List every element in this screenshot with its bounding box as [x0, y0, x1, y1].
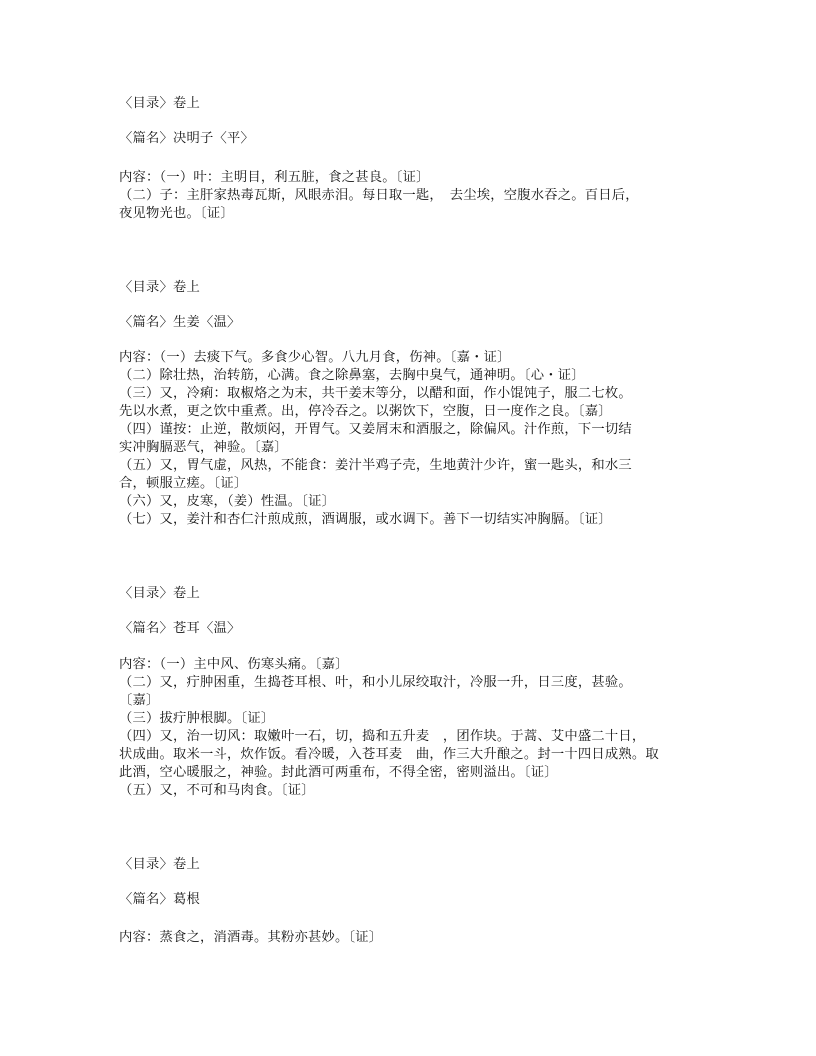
content-line: （四）又，治一切风：取嫩叶一石，切，捣和五升麦 ，团作块。于蒿、艾中盛二十日，	[119, 729, 646, 744]
entry-title: 〈篇名〉决明子〈平〉	[119, 131, 254, 146]
catalog-line: 〈目录〉卷上	[119, 280, 200, 295]
entry-title: 〈篇名〉葛根	[119, 892, 200, 907]
content-line: 内容：蒸食之，消酒毒。其粉亦甚妙。〔证〕	[119, 930, 383, 945]
content-line: （四）谨按：止逆，散烦闷，开胃气。又姜屑末和酒服之，除偏风。汁作煎，下一切结	[119, 422, 632, 437]
content-line: 内容：（一）叶：主明目，利五脏，食之甚良。〔证〕	[119, 170, 430, 185]
catalog-line: 〈目录〉卷上	[119, 586, 200, 601]
content-line: （二）子：主肝家热毒瓦斯，风眼赤泪。每日取一匙， 去尘埃，空腹水吞之。百日后，	[119, 188, 639, 203]
entry-title: 〈篇名〉苍耳〈温〉	[119, 621, 241, 636]
content-line: 内容：（一）去痰下气。多食少心智。八九月食，伤神。〔嘉・证〕	[119, 350, 511, 365]
content-line: 实冲胸膈恶气，神验。〔嘉〕	[119, 440, 288, 455]
content-line: 合，顿服立瘥。〔证〕	[119, 476, 248, 491]
content-line: （七）又，姜汁和杏仁汁煎成煎，酒调服，或水调下。善下一切结实冲胸膈。〔证〕	[119, 512, 612, 527]
catalog-line: 〈目录〉卷上	[119, 96, 200, 111]
content-line: 〔嘉〕	[119, 693, 160, 708]
content-line: 状成曲。取米一斗，炊作饭。看冷暖，入苍耳麦 曲，作三大升酿之。封一十四日成熟。取	[119, 747, 659, 762]
content-line: （三）又，冷痢：取椒烙之为末，共干姜末等分，以醋和面，作小馄饨子，服二七枚。	[119, 386, 632, 401]
content-line: 先以水煮，更之饮中重煮。出，停冷吞之。以粥饮下，空腹，日一度作之良。〔嘉〕	[119, 404, 612, 419]
content-line: （五）又，不可和马肉食。〔证〕	[119, 783, 315, 798]
content-line: （六）又，皮寒，（姜）性温。〔证〕	[119, 494, 336, 509]
content-line: （五）又，胃气虚，风热，不能食：姜汁半鸡子壳，生地黄汁少许，蜜一匙头，和水三	[119, 458, 632, 473]
content-line: 此酒，空心暖服之，神验。封此酒可两重布，不得全密，密则溢出。〔证〕	[119, 765, 558, 780]
content-line: （三）拔疔肿根脚。〔证〕	[119, 711, 275, 726]
content-line: （二）又，疔肿困重，生捣苍耳根、叶，和小儿尿绞取汁，冷服一升，日三度，甚验。	[119, 675, 632, 690]
content-line: 夜见物光也。〔证〕	[119, 206, 234, 221]
content-line: （二）除壮热，治转筋，心满。食之除鼻塞，去胸中臭气，通神明。〔心・证〕	[119, 368, 585, 383]
entry-title: 〈篇名〉生姜〈温〉	[119, 315, 241, 330]
catalog-line: 〈目录〉卷上	[119, 857, 200, 872]
content-line: 内容：（一）主中风、伤寒头痛。〔嘉〕	[119, 657, 349, 672]
